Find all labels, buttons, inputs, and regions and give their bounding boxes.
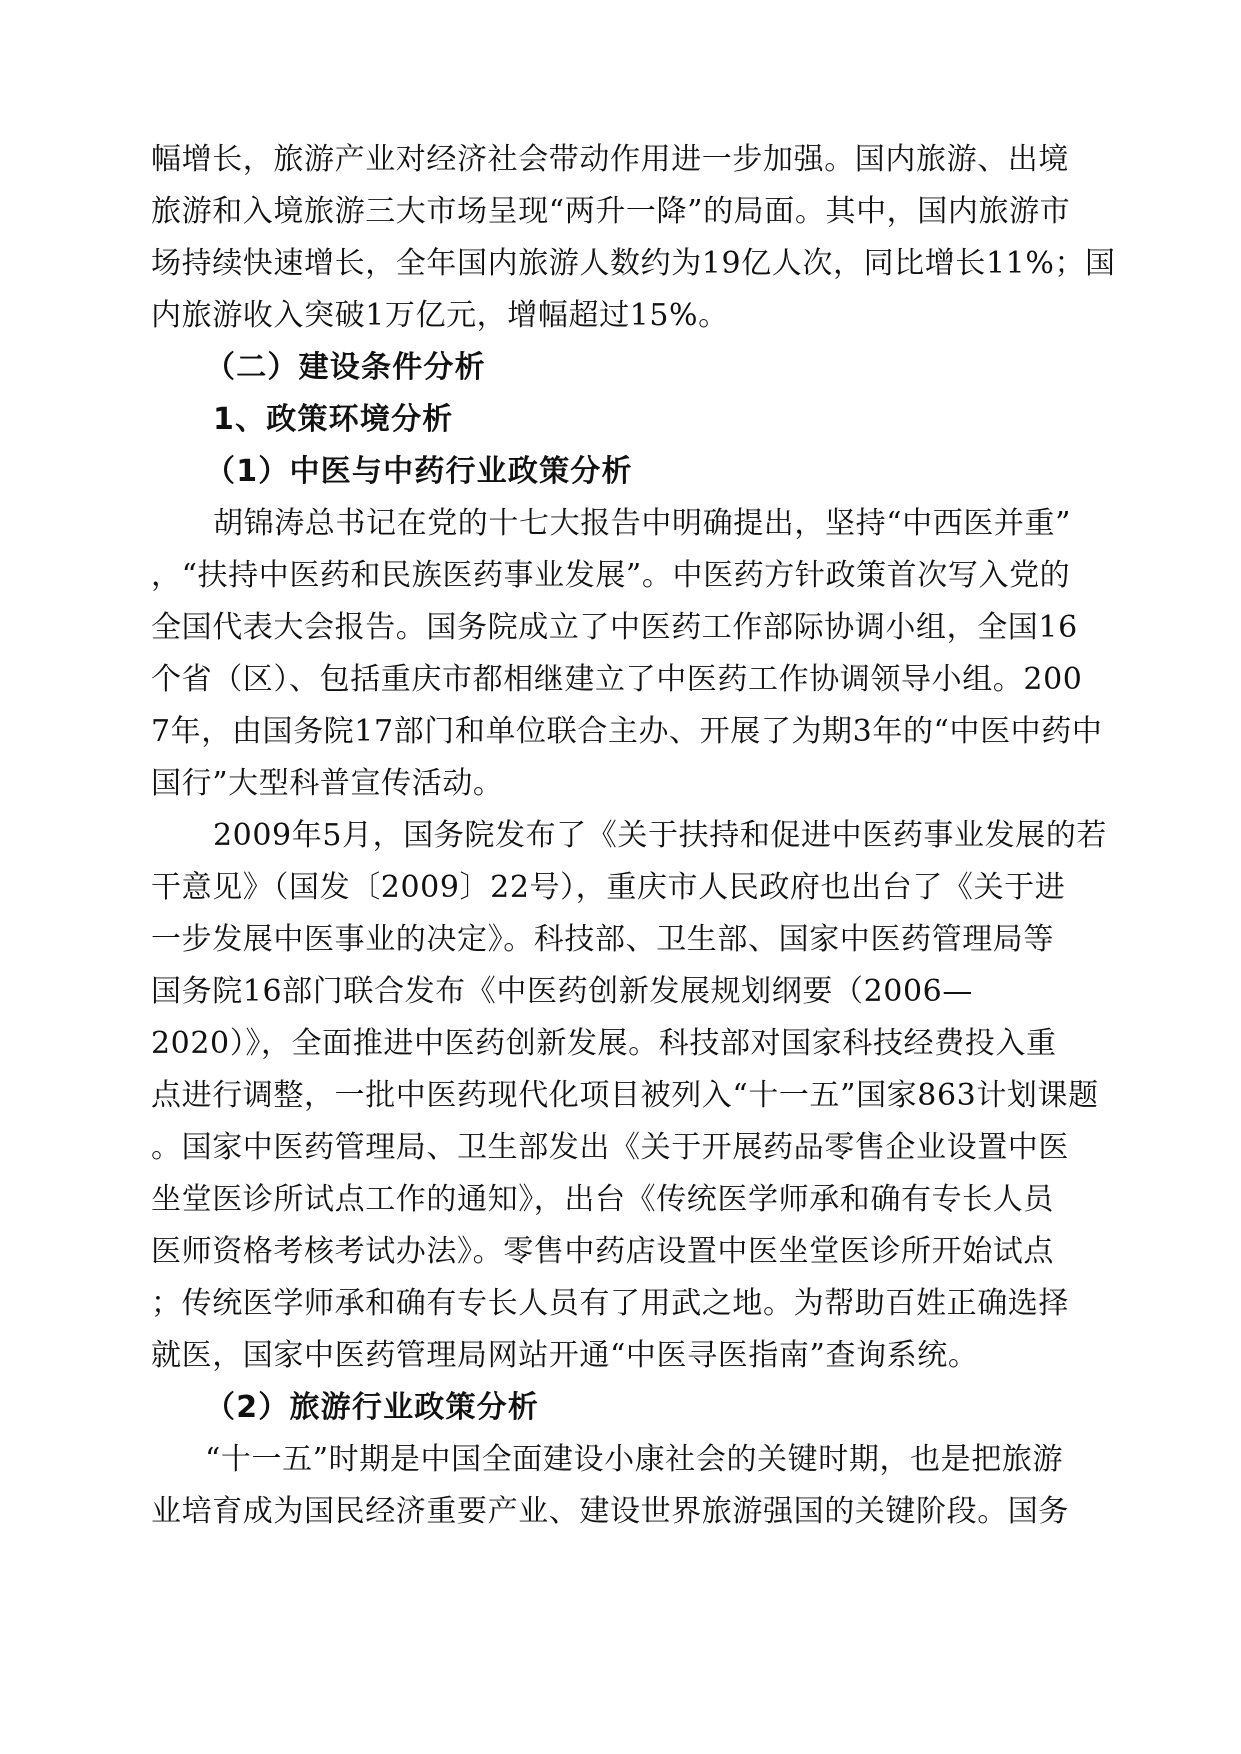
paragraph-line: ；传统医学师承和确有专长人员有了用武之地。为帮助百姓正确选择 <box>151 1286 1069 1321</box>
paragraph-line: 旅游和入境旅游三大市场呈现“两升一降”的局面。其中，国内旅游市 <box>151 194 1071 229</box>
paragraph-line: 点进行调整，一批中医药现代化项目被列入“十一五”国家863计划课题 <box>151 1078 1099 1113</box>
paragraph-line: 国务院16部门联合发布《中医药创新发展规划纲要（2006— <box>151 974 973 1009</box>
paragraph-line: ，“扶持中医药和民族医药事业发展”。中医药方针政策首次写入党的 <box>151 558 1071 593</box>
paragraph-line: 国行”大型科普宣传活动。 <box>151 766 504 801</box>
paragraph-line: 坐堂医诊所试点工作的通知》，出台《传统医学师承和确有专长人员 <box>151 1182 1054 1217</box>
paragraph-line: 7年，由国务院17部门和单位联合主办、开展了为期3年的“中医中药中 <box>151 714 1103 749</box>
paragraph-line: 全国代表大会报告。国务院成立了中医药工作部际协调小组，全国16 <box>151 610 1078 645</box>
subsection-heading: 1、政策环境分析 <box>213 402 454 437</box>
paragraph-line: 幅增长，旅游产业对经济社会带动作用进一步加强。国内旅游、出境 <box>151 142 1069 177</box>
subsubsection-heading: （1）中医与中药行业政策分析 <box>205 454 633 489</box>
section-heading: （二）建设条件分析 <box>205 350 486 385</box>
paragraph-line: 一步发展中医事业的决定》。科技部、卫生部、国家中医药管理局等 <box>151 922 1054 957</box>
paragraph-line: 2009年5月，国务院发布了《关于扶持和促进中医药事业发展的若 <box>213 818 1108 853</box>
paragraph-line: 胡锦涛总书记在党的十七大报告中明确提出，坚持“中西医并重” <box>213 506 1072 541</box>
subsubsection-heading: （2）旅游行业政策分析 <box>205 1390 540 1425</box>
paragraph-line: 。国家中医药管理局、卫生部发出《关于开展药品零售企业设置中医 <box>151 1130 1069 1165</box>
paragraph-line: 场持续快速增长，全年国内旅游人数约为19亿人次，同比增长11%；国 <box>151 246 1116 281</box>
paragraph-line: 就医，国家中医药管理局网站开通“中医寻医指南”查询系统。 <box>151 1338 979 1373</box>
paragraph-line: 2020）》，全面推进中医药创新发展。科技部对国家科技经费投入重 <box>151 1026 1057 1061</box>
paragraph-line: “十一五”时期是中国全面建设小康社会的关键时期，也是把旅游 <box>205 1442 1064 1477</box>
paragraph-line: 内旅游收入突破1万亿元，增幅超过15%。 <box>151 298 729 333</box>
paragraph-line: 干意见》（国发〔2009〕22号），重庆市人民政府也出台了《关于进 <box>151 870 1066 905</box>
paragraph-line: 医师资格考核考试办法》。零售中药店设置中医坐堂医诊所开始试点 <box>151 1234 1054 1269</box>
paragraph-line: 业培育成为国民经济重要产业、建设世界旅游强国的关键阶段。国务 <box>151 1494 1069 1529</box>
paragraph-line: 个省（区）、包括重庆市都相继建立了中医药工作协调领导小组。200 <box>151 662 1083 697</box>
